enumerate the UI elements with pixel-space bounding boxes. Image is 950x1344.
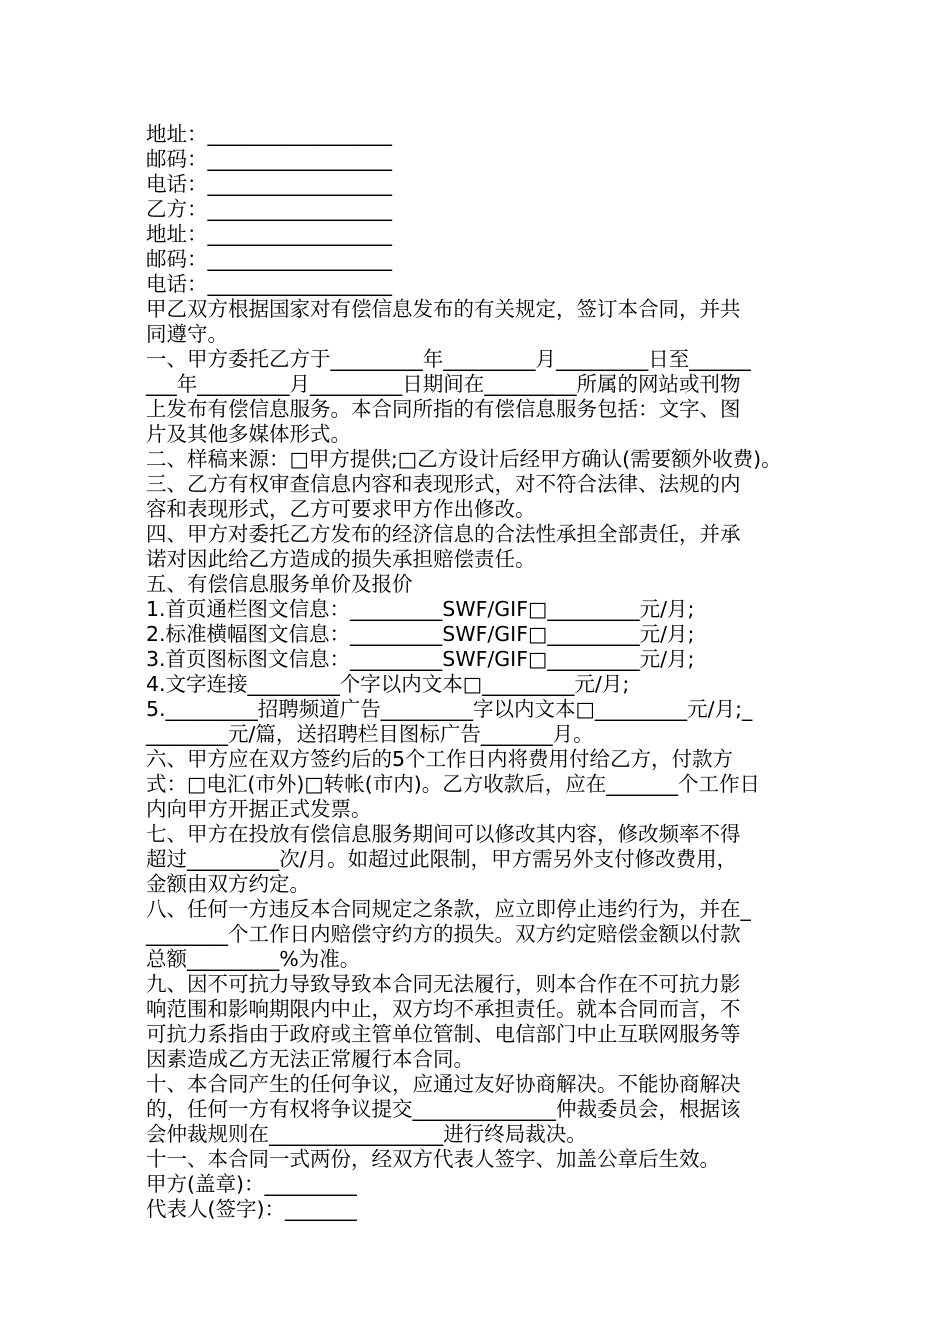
text-line: 4.文字连接_________个字以内文本□_________元/月; — [146, 672, 630, 696]
text-line: 三、乙方有权审查信息内容和表现形式，对不符合法律、法规的内 — [146, 472, 741, 496]
text-line: 响范围和影响期限内中止，双方均不承担责任。就本合同而言，不 — [146, 997, 741, 1021]
contract-body — [146, 122, 810, 1222]
text-line: ___年_________月_________日期间在_________所属的网站或刊物 — [146, 372, 741, 396]
signature-line-party-a: 甲方(盖章)：_________ — [146, 1172, 357, 1196]
text-line: 十、本合同产生的任何争议，应通过友好协商解决。不能协商解决 — [146, 1072, 741, 1096]
text-line: 一、甲方委托乙方于_________年_________月_________日至______ — [146, 347, 751, 371]
text-line: 四、甲方对委托乙方发布的经济信息的合法性承担全部责任，并承 — [146, 522, 741, 546]
text-line: 邮码：__________________ — [146, 147, 392, 171]
text-line: 总额_________%为准。 — [146, 947, 361, 971]
text-line: 九、因不可抗力导致导致本合同无法履行，则本合作在不可抗力影 — [146, 972, 741, 996]
text-line: 的，任何一方有权将争议提交______________仲裁委员会，根据该 — [146, 1097, 741, 1121]
text-line: 2.标准横幅图文信息：_________SWF/GIF□_________元/月; — [146, 622, 695, 646]
text-line: 二、样稿来源：□甲方提供;□乙方设计后经甲方确认(需要额外收费)。 — [146, 447, 782, 471]
text-line: 八、任何一方违反本合同规定之条款，应立即停止违约行为，并在_ — [146, 897, 751, 921]
text-line: 金额由双方约定。 — [146, 872, 310, 896]
signature-line-representative: 代表人(签字)：_______ — [146, 1197, 357, 1221]
text-line: 电话：__________________ — [146, 272, 392, 296]
text-line: 3.首页图标图文信息：_________SWF/GIF□_________元/月; — [146, 647, 695, 671]
text-line: 七、甲方在投放有偿信息服务期间可以修改其内容，修改频率不得 — [146, 822, 741, 846]
text-line: 五、有偿信息服务单价及报价 — [146, 572, 413, 596]
text-line: 上发布有偿信息服务。本合同所指的有偿信息服务包括：文字、图 — [146, 397, 741, 421]
text-line: 邮码：__________________ — [146, 247, 392, 271]
text-line: 片及其他多媒体形式。 — [146, 422, 351, 446]
text-line: 可抗力系指由于政府或主管单位管制、电信部门中止互联网服务等 — [146, 1022, 741, 1046]
text-line: 超过_________次/月。如超过此限制，甲方需另外支付修改费用， — [146, 847, 738, 871]
text-line: 因素造成乙方无法正常履行本合同。 — [146, 1047, 474, 1071]
text-line: 电话：__________________ — [146, 172, 392, 196]
text-line: 地址：__________________ — [146, 122, 392, 146]
text-line: 甲乙双方根据国家对有偿信息发布的有关规定，签订本合同，并共 — [146, 297, 741, 321]
text-line: 十一、本合同一式两份，经双方代表人签字、加盖公章后生效。 — [146, 1147, 720, 1171]
text-line: ________元/篇，送招聘栏目图标广告_______月。 — [146, 722, 594, 746]
text-line: ________个工作日内赔偿守约方的损失。双方约定赔偿金额以付款 — [146, 922, 741, 946]
text-line: 地址：__________________ — [146, 222, 392, 246]
text-line: 1.首页通栏图文信息：_________SWF/GIF□_________元/月; — [146, 597, 695, 621]
text-line: 式：□电汇(市外)□转帐(市内)。乙方收款后，应在_______个工作日 — [146, 772, 760, 796]
text-line: 六、甲方应在双方签约后的5个工作日内将费用付给乙方，付款方 — [146, 747, 734, 771]
text-line: 同遵守。 — [146, 322, 228, 346]
text-line: 内向甲方开据正式发票。 — [146, 797, 372, 821]
text-line: 乙方：__________________ — [146, 197, 392, 221]
text-line: 容和表现形式，乙方可要求甲方作出修改。 — [146, 497, 536, 521]
text-line: 诺对因此给乙方造成的损失承担赔偿责任。 — [146, 547, 536, 571]
text-line: 会仲裁规则在_________________进行终局裁决。 — [146, 1122, 587, 1146]
text-line: 5._________招聘频道广告_________字以内文本□_________元/月;_ — [146, 697, 753, 721]
